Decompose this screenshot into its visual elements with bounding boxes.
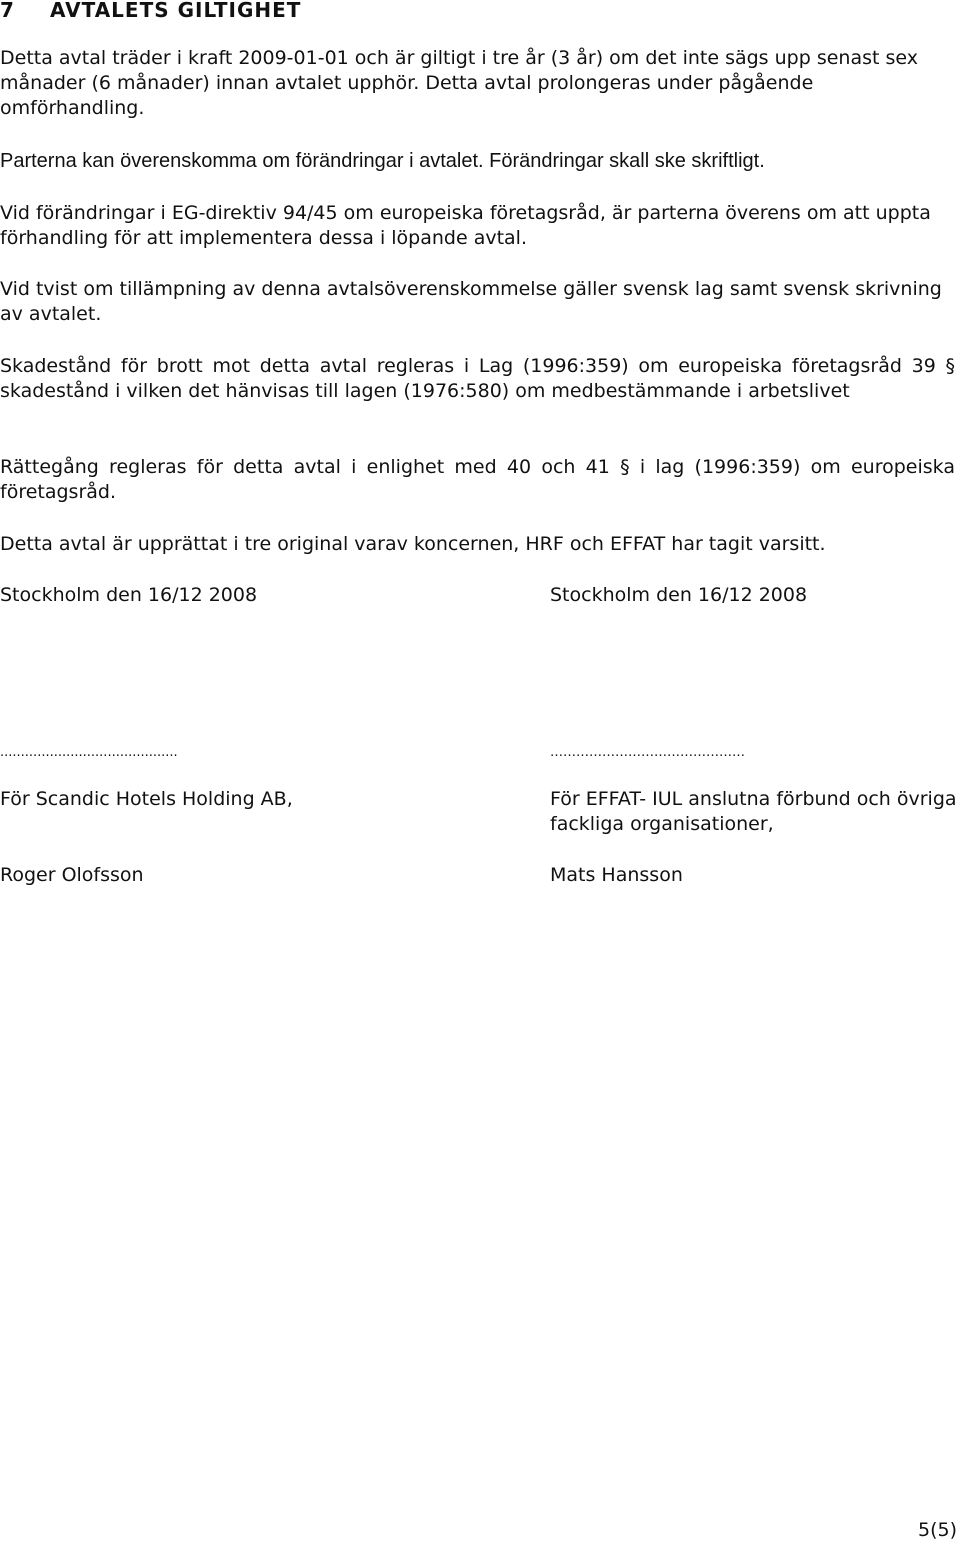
paragraph-dispute: Vid tvist om tillämpning av denna avtalsöverenskommelse gäller svensk lag samt svensk skrivning av avtalet. [0, 278, 942, 325]
left-signature-line: ........................................... [0, 745, 178, 760]
right-place-date: Stockholm den 16/12 2008 [550, 584, 808, 606]
right-signatory-name: Mats Hansson [550, 864, 683, 886]
left-party: För Scandic Hotels Holding AB, [0, 788, 293, 810]
left-place-date: Stockholm den 16/12 2008 [0, 584, 258, 606]
paragraph-damages: Skadestånd för brott mot detta avtal regleras i Lag (1996:359) om europeiska företagsråd 39 § skadestånd i vilken det hänvisas till lagen (1976:580) om medbestämmande i arbetslivet [0, 355, 955, 402]
section-number: 7 [0, 0, 15, 22]
paragraph-eu-directive: Vid förändringar i EG-direktiv 94/45 om europeiska företagsråd, är parterna överens om att uppta förhandling för att implementera dessa i löpande avtal. [0, 202, 931, 249]
section-heading [0, 0, 301, 22]
right-party: För EFFAT- IUL anslutna förbund och övriga fackliga organisationer, [550, 788, 957, 835]
right-signature-line: ……………………………………… [550, 745, 745, 760]
paragraph-changes: Parterna kan överenskomma om förändringar i avtalet. Förändringar skall ske skriftligt. [0, 150, 765, 172]
paragraph-legal-proceedings: Rättegång regleras för detta avtal i enlighet med 40 och 41 § i lag (1996:359) om europeiska företagsråd. [0, 456, 955, 503]
left-signatory-name: Roger Olofsson [0, 864, 144, 886]
paragraph-validity: Detta avtal träder i kraft 2009-01-01 och är giltigt i tre år (3 år) om det inte sägs upp senast sex månader (6 månader) innan avtalet upphör. Detta avtal prolongeras under pågående omförhandling. [0, 47, 918, 119]
page-number: 5(5) [917, 1519, 957, 1541]
section-title: AVTALETS GILTIGHET [50, 0, 302, 22]
paragraph-originals: Detta avtal är upprättat i tre original varav koncernen, HRF och EFFAT har tagit varsitt. [0, 533, 826, 555]
